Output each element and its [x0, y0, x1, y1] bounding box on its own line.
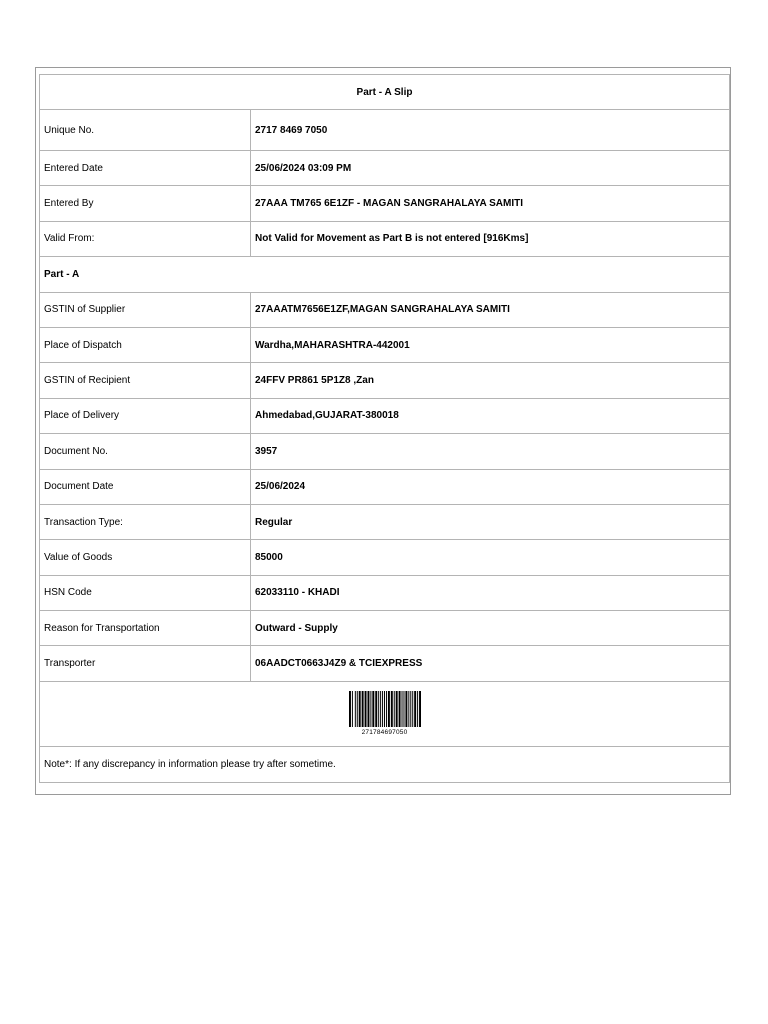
barcode-bar	[390, 691, 392, 727]
barcode-bar	[414, 691, 416, 727]
discrepancy-note: Note*: If any discrepancy in information please try after sometime.	[40, 746, 730, 782]
barcode-bar	[375, 691, 377, 727]
place-of-dispatch-label: Place of Dispatch	[40, 327, 251, 362]
hsn-code-label: HSN Code	[40, 575, 251, 610]
barcode-bar	[395, 691, 397, 727]
barcode-bar	[410, 691, 411, 727]
entered-date-value: 25/06/2024 03:09 PM	[251, 151, 730, 186]
barcode-bar	[405, 691, 407, 727]
barcode-bar	[378, 691, 379, 727]
part-a-slip-table	[39, 74, 730, 783]
barcode-bar	[364, 691, 366, 727]
part-a-section-header: Part - A	[40, 257, 730, 292]
unique-no-value: 2717 8469 7050	[251, 110, 730, 151]
document-date-value: 25/06/2024	[251, 469, 730, 504]
barcode-bar	[354, 691, 355, 727]
entered-by-label: Entered By	[40, 186, 251, 221]
barcode-bar	[367, 691, 369, 727]
barcode-bar	[372, 691, 374, 727]
transaction-type-value: Regular	[251, 504, 730, 539]
barcode-cell	[40, 681, 730, 746]
barcode-bar	[384, 691, 385, 727]
barcode-bar	[382, 691, 383, 727]
reason-for-transportation-value: Outward - Supply	[251, 611, 730, 646]
slip-title: Part - A Slip	[40, 75, 730, 110]
barcode-bar	[401, 691, 402, 727]
barcode-bar	[408, 691, 409, 727]
reason-for-transportation-label: Reason for Transportation	[40, 611, 251, 646]
transporter-label: Transporter	[40, 646, 251, 681]
barcode-bar	[403, 691, 404, 727]
document-no-value: 3957	[251, 434, 730, 469]
hsn-code-value: 62033110 - KHADI	[251, 575, 730, 610]
value-of-goods-label: Value of Goods	[40, 540, 251, 575]
document-date-label: Document Date	[40, 469, 251, 504]
barcode-number: 271784697050	[361, 728, 408, 736]
barcode-bar	[349, 691, 351, 727]
valid-from-label: Valid From:	[40, 221, 251, 256]
barcode-bar	[417, 691, 418, 727]
barcode-bar	[393, 691, 394, 727]
place-of-delivery-value: Ahmedabad,GUJARAT-380018	[251, 398, 730, 433]
entered-date-label: Entered Date	[40, 151, 251, 186]
place-of-delivery-label: Place of Delivery	[40, 398, 251, 433]
gstin-recipient-value: 24FFV PR861 5P1Z8 ,Zan	[251, 363, 730, 398]
barcode-bar	[419, 691, 421, 727]
barcode-bars-icon	[349, 691, 421, 727]
transaction-type-label: Transaction Type:	[40, 504, 251, 539]
barcode-bar	[380, 691, 381, 727]
gstin-supplier-value: 27AAATM7656E1ZF,MAGAN SANGRAHALAYA SAMITI	[251, 292, 730, 327]
unique-no-label: Unique No.	[40, 110, 251, 151]
barcode-bar	[387, 691, 389, 727]
barcode	[349, 691, 421, 736]
document-no-label: Document No.	[40, 434, 251, 469]
transporter-value: 06AADCT0663J4Z9 & TCIEXPRESS	[251, 646, 730, 681]
gstin-supplier-label: GSTIN of Supplier	[40, 292, 251, 327]
barcode-bar	[398, 691, 400, 727]
place-of-dispatch-value: Wardha,MAHARASHTRA-442001	[251, 327, 730, 362]
barcode-bar	[361, 691, 363, 727]
barcode-bar	[412, 691, 413, 727]
gstin-recipient-label: GSTIN of Recipient	[40, 363, 251, 398]
barcode-bar	[351, 691, 352, 727]
barcode-bar	[370, 691, 371, 727]
barcode-bar	[358, 691, 360, 727]
value-of-goods-value: 85000	[251, 540, 730, 575]
valid-from-value: Not Valid for Movement as Part B is not entered [916Kms]	[251, 221, 730, 256]
barcode-bar	[385, 691, 386, 727]
entered-by-value: 27AAA TM765 6E1ZF - MAGAN SANGRAHALAYA SAMITI	[251, 186, 730, 221]
barcode-bar	[356, 691, 357, 727]
